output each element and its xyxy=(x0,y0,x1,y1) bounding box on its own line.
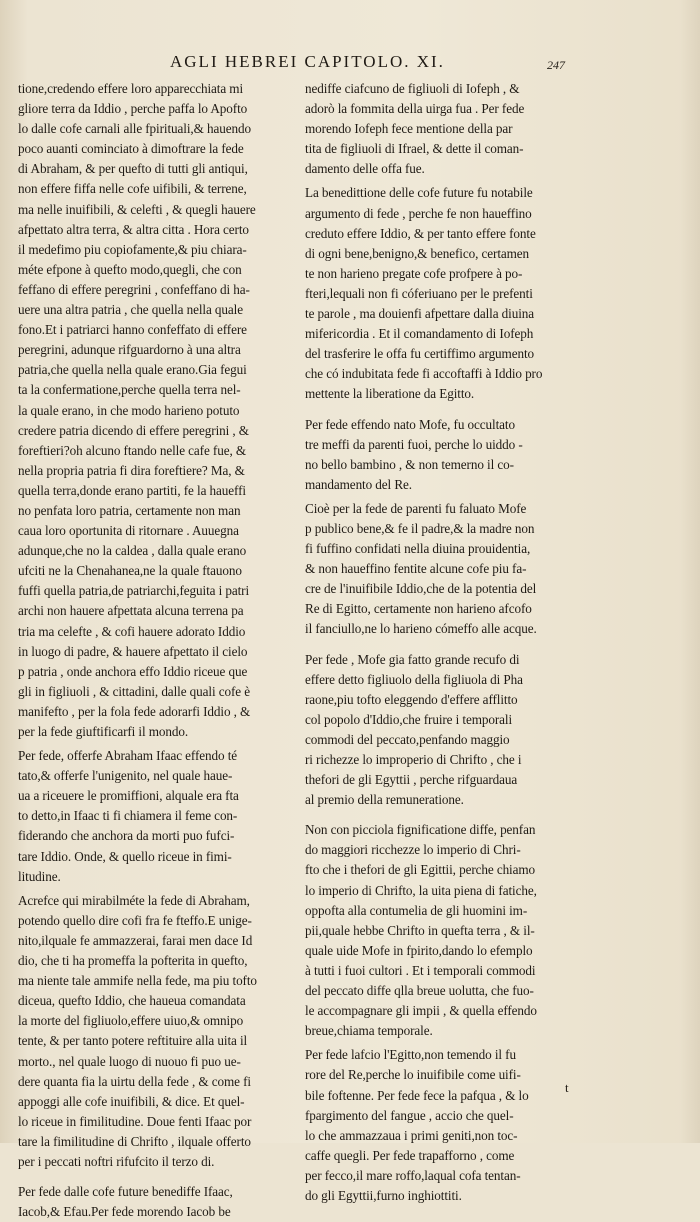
text-line: tione,credendo effere loro apparecchiata mi xyxy=(18,81,244,96)
text-line: p publico bene,& fe il padre,& la madre non xyxy=(305,520,535,536)
text-line: tare Iddio. Onde, & quello riceue in fimi- xyxy=(18,848,232,864)
text-line: per fecco,il mare roffo,laqual cofa tentan- xyxy=(305,1167,521,1183)
text-line: argumento di fede , perche fe non haueffino xyxy=(305,205,532,221)
text-line: foreftieri?oh alcuno ftando nelle cafe fue, & xyxy=(18,442,246,458)
page-edge-shadow xyxy=(680,0,700,1143)
text-line: che có indubitata fede fi accoftaffi à Iddio pro xyxy=(305,366,543,382)
text-line: col popolo d'Iddio,che fruire i temporali xyxy=(305,711,513,727)
text-line: creduto effere Iddio, & per tanto effere fonte xyxy=(305,225,536,241)
text-line: & non haueffino fentite alcune cofe piu fa- xyxy=(305,561,527,577)
text-line: rore del Re,perche lo inuifibile come uifi- xyxy=(305,1067,521,1083)
text-line: cre de l'inuifibile Iddio,che de la potentia del xyxy=(305,581,537,597)
text-line: lo che ammazzaua i primi geniti,non toc- xyxy=(305,1127,518,1143)
text-line: del peccato diffe qlla breue uolutta, che fuo- xyxy=(305,983,534,999)
text-line: ua a riceuere le promiffioni, alquale era fta xyxy=(18,788,239,804)
text-line: fono.Et i patriarci hanno confeffato di effere xyxy=(18,322,247,338)
text-line: bile foftenne. Per fede fece la pafqua , & lo xyxy=(305,1087,529,1103)
text-line: no penfata loro patria, certamente non man xyxy=(18,502,241,518)
text-line: mandamento del Re. xyxy=(305,476,412,492)
text-line: no bello bambino , & non temerno il co- xyxy=(305,456,514,472)
text-line: afpettato altra terra, & altra citta . Hora certo xyxy=(18,221,249,237)
text-line: ta la confermatione,perche quella terra nel- xyxy=(18,382,241,398)
folio-number: 247 xyxy=(547,58,565,72)
text-line: morto., nel quale luogo di nuouo fi puo ue- xyxy=(18,1053,241,1069)
text-line: di ogni bene,benigno,& benefico, certamen xyxy=(305,245,530,261)
text-line: te parole , ma douienfi afpettare dalla diuina xyxy=(305,306,535,322)
text-line: La benedittione delle cofe future fu notabile xyxy=(305,185,533,201)
text-line: adorò la fommita della uirga fua . Per fede xyxy=(305,101,525,117)
catchword: t xyxy=(565,1080,569,1095)
text-line: del trasferire le offa fu certiffimo argumento xyxy=(305,346,535,362)
text-line: Re di Egitto, certamente non harieno afcofo xyxy=(305,601,532,617)
text-line: tato,& offerfe l'unigenito, nel quale haue- xyxy=(18,768,233,784)
text-line: Cioè per la fede de parenti fu faluato Mofe xyxy=(305,500,527,516)
text-line: ri richezze lo improperio di Chrifto , che i xyxy=(305,752,522,767)
text-line: pii,quale hebbe Chrifto in quefta terra , & il- xyxy=(305,922,535,938)
text-line: caua loro oportunita di ritornare . Auuegna xyxy=(18,523,239,539)
text-line: mifericordia . Et il comandamento di Iofeph xyxy=(305,326,534,342)
right-text-column xyxy=(305,79,583,1203)
text-line: dere quanta fia la uirtu della fede , & come fi xyxy=(18,1073,251,1089)
text-line: appoggi alle cofe inuifibili, & dice. Et quel- xyxy=(18,1093,245,1109)
text-line: ma niente tale ammife nella fede, ma piu tofto xyxy=(18,973,257,989)
text-line: raone,piu tofto eleggendo d'effere afflitto xyxy=(305,691,518,707)
text-line: patria,che quella nella quale erano.Gia fegui xyxy=(18,362,247,378)
text-line: te non harieno pregate cofe profpere à po- xyxy=(305,265,523,281)
text-line: fpargimento del fangue , accio che quel- xyxy=(305,1107,514,1123)
text-line: Iacob,& Efau.Per fede morendo Iacob be xyxy=(18,1204,231,1220)
text-line: gli in figliuoli , & cittadini, dalle quali cofe è xyxy=(18,683,250,699)
text-line: do maggiori ricchezze lo imperio di Chri- xyxy=(305,842,521,858)
text-line: nella propria patria fi dira foreftiere? Ma, & xyxy=(18,462,245,478)
text-line: fiderando che anchora da morti puo fufci- xyxy=(18,828,235,844)
text-line: Acrefce qui mirabilméte la fede di Abraham, xyxy=(18,892,250,908)
text-line: damento delle offa fue. xyxy=(305,161,425,177)
text-line: poco auanti cominciato à dimoftrare la fede xyxy=(18,141,244,157)
text-line: caffe quegli. Per fede trapafforno , come xyxy=(305,1147,515,1163)
left-text-column xyxy=(18,79,296,1220)
text-line: oppofta alla contumelia de gli huomini im- xyxy=(305,902,528,918)
text-line: ufciti ne la Chenahanea,ne la quale ftauono xyxy=(18,563,242,579)
text-line: mettente la liberatione da Egitto. xyxy=(305,386,475,402)
text-line: Per fede, offerfe Abraham Ifaac effendo té xyxy=(18,748,238,764)
text-line: p patria , onde anchora effo Iddio riceue que xyxy=(18,663,248,679)
text-line: lo dalle cofe carnali alle fpirituali,& hauendo xyxy=(18,121,251,137)
text-line: dio, che ti ha promeffa la pofterita in quefto, xyxy=(18,953,248,969)
text-line: tre meffi da parenti fuoi, perche lo uiddo - xyxy=(305,436,523,452)
text-line: nito,ilquale fe ammazzerai, farai men dace Id xyxy=(18,932,253,948)
text-line: lo riceue in fimilitudine. Doue fenti Ifaac por xyxy=(18,1113,252,1129)
text-line: tita de figliuoli di Ifrael, & dette il coman- xyxy=(305,141,524,157)
text-line: Per fede effendo nato Mofe, fu occultato xyxy=(305,416,515,432)
text-line: Per fede , Mofe gia fatto grande recufo di xyxy=(305,651,520,667)
text-line: tente, & per tanto potere reftituire alla uita il xyxy=(18,1033,248,1049)
text-line: nediffe ciafcuno de figliuoli di Iofeph , & xyxy=(305,81,520,96)
text-line: il fanciullo,ne lo harieno cómeffo alle acque. xyxy=(305,621,537,637)
text-line: non effere fiffa nelle cofe uifibili, & terrene, xyxy=(18,181,247,197)
text-line: fuffi quella patria,de patriarchi,feguita i patri xyxy=(18,583,250,599)
text-line: effere detto figliuolo della figliuola di Pha xyxy=(305,671,523,687)
text-line: per i peccati noftri rifufcito il terzo di. xyxy=(18,1153,215,1169)
text-line: feffano di effere peregrini , confeffano di ha- xyxy=(18,281,250,297)
text-line: credere patria dicendo di effere peregrini , & xyxy=(18,422,249,438)
text-line: uere una altra patria , che quella nella quale xyxy=(18,302,243,318)
text-line: gliore terra da Iddio , perche paffa lo Apofto xyxy=(18,101,248,117)
text-line: Per fede dalle cofe future benediffe Ifaac, xyxy=(18,1184,233,1200)
text-line: la morte del figliuolo,effere uiuo,& omnipo xyxy=(18,1013,244,1029)
text-line: la quale erano, in che modo harieno potuto xyxy=(18,402,240,418)
text-line: lo imperio di Chrifto, la uita piena di fatiche, xyxy=(305,882,537,898)
text-line: quale uide Mofe in fpirito,dando lo efemplo xyxy=(305,942,533,958)
text-line: commodi del peccato,penfando maggio xyxy=(305,731,510,747)
text-line: thefori de gli Egyttii , perche rifguardaua xyxy=(305,772,518,788)
text-line: méte efpone à quefto modo,quegli, che con xyxy=(18,261,242,277)
text-line: peregrini, adunque rifguardorno à una altra xyxy=(18,342,241,358)
text-line: do gli Egyttii,furno inghiottiti. xyxy=(305,1187,462,1203)
text-line: manifefto , per la fola fede adorarfi Iddio , & xyxy=(18,703,251,719)
text-line: fto che i thefori de gli Egittii, perche chiamo xyxy=(305,862,536,878)
text-line: morendo Iofeph fece mentione della par xyxy=(305,121,513,137)
text-line: tare la fimilitudine di Chrifto , ilquale offerto xyxy=(18,1133,251,1149)
text-line: litudine. xyxy=(18,868,61,884)
text-line: fi fuffino confidati nella diuina prouidentia, xyxy=(305,541,531,557)
text-line: archi non hauere afpettata alcuna terrena pa xyxy=(18,603,244,619)
text-line: in luogo di padre, & hauere afpettato il cielo xyxy=(18,643,248,659)
text-line: ma nelle inuifibili, & celefti , & quegli hauere xyxy=(18,201,256,217)
running-header: AGLI HEBREI CAPITOLO. XI. xyxy=(170,52,445,71)
text-line: per la fede giuftificarfi il mondo. xyxy=(18,724,189,739)
text-line: le accompagnare gli impii , & quella effendo xyxy=(305,1003,537,1019)
text-line: Non con picciola fignificatione diffe, penfan xyxy=(305,822,536,838)
text-line: il medefimo piu copiofamente,& piu chiara- xyxy=(18,241,247,257)
text-line: quella terra,donde erano partiti, fe la haueffi xyxy=(18,482,246,498)
text-line: potendo quello dire cofi fra fe fteffo.E unige- xyxy=(18,912,252,928)
text-line: al premio della remuneratione. xyxy=(305,792,464,808)
text-line: di Abraham, & per quefto di tutti gli antiqui, xyxy=(18,161,248,177)
text-line: Per fede lafcio l'Egitto,non temendo il fu xyxy=(305,1047,516,1063)
text-line: à tutti i fuoi cultori . Et i temporali commodi xyxy=(305,962,536,978)
text-line: breue,chiama temporale. xyxy=(305,1023,433,1039)
text-line: adunque,che no la caldea , dalla quale erano xyxy=(18,543,247,559)
text-line: diceua, quefto Iddio, che haueua comandata xyxy=(18,993,246,1009)
text-line: fteri,lequali non fi cóferiuano per le prefenti xyxy=(305,285,533,301)
text-line: to detto,in Ifaac ti fi chiamera il feme con- xyxy=(18,808,238,824)
text-line: tria ma celefte , & cofi hauere adorato Iddio xyxy=(18,623,246,639)
